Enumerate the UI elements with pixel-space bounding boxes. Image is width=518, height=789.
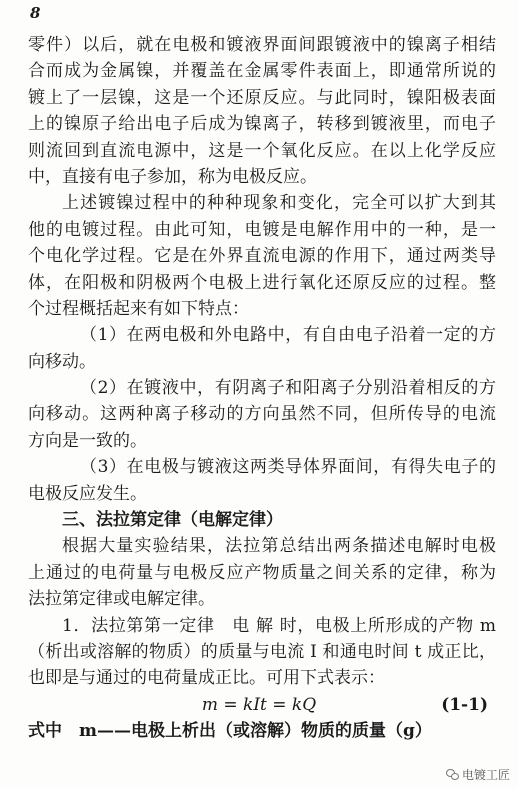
- text-line: 根据大量实验结果，法拉第总结出两条描述电解时电极: [62, 536, 496, 557]
- text-line: 他的电镀过程。由此可知，电镀是电解作用中的一种，是一: [28, 219, 496, 240]
- text-line: 体，在阳极和阴极两个电极上进行氧化还原反应的过程。整: [28, 272, 496, 293]
- text-line: 电极反应发生。: [28, 483, 147, 504]
- text-line: 个过程概括起来有如下特点：: [28, 298, 249, 319]
- text-line: 个电化学过程。它是在外界直流电源的作用下，通过两类导: [28, 246, 496, 267]
- watermark-text: 电镀工匠: [461, 768, 510, 782]
- text-line: 向移动。: [28, 351, 96, 372]
- formula-line: [0, 692, 518, 718]
- formula: m = kIt = kQ: [201, 694, 317, 715]
- text-line: 镀上了一层镍，这是一个还原反应。与此同时，镍阳极表面: [28, 87, 496, 108]
- page-body: [0, 32, 518, 745]
- text-line: 上的镍原子给出电子后成为镍离子，转移到镀液里，而电子: [28, 114, 496, 135]
- text-line: 法拉第定律或电解定律。: [28, 589, 215, 610]
- wechat-icon: [446, 769, 459, 780]
- text-line: 式中 m——电极上析出（或溶解）物质的质量（g）: [28, 721, 432, 742]
- text-line: 向移动。这两种离子移动的方向虽然不同，但所传导的电流: [28, 404, 496, 425]
- text-line: 合而成为金属镍，并覆盖在金属零件表面上，即通常所说的: [28, 61, 496, 82]
- text-line: 也即是与通过的电荷量成正比。可用下式表示：: [28, 668, 385, 689]
- text-line: （1）在两电极和外电路中，有自由电子沿着一定的方: [80, 325, 496, 346]
- watermark: [446, 766, 510, 783]
- text-line: （2）在镀液中，有阴离子和阳离子分别沿着相反的方: [80, 378, 496, 399]
- text-line: 则流回到直流电源中，这是一个氧化反应。在以上化学反应: [28, 140, 496, 161]
- section-heading: 三、法拉第定律（电解定律）: [62, 510, 283, 531]
- page-number: 8: [30, 4, 41, 22]
- text-line: 中，直接有电子参加，称为电极反应。: [28, 166, 317, 187]
- text-line: 上通过的电荷量与电极反应产物质量之间关系的定律，称为: [28, 562, 496, 583]
- text-line: 上述镀镍过程中的种种现象和变化，完全可以扩大到其: [62, 193, 496, 214]
- text-line: 零件）以后，就在电极和镀液界面间跟镀液中的镍离子相结: [28, 35, 496, 55]
- text-line: （3）在电极与镀液这两类导体界面间，有得失电子的: [80, 457, 496, 478]
- text-line: （析出或溶解的物质）的质量与电流 I 和通电时间 t 成正比，: [28, 641, 496, 662]
- text-line: 方向是一致的。: [28, 430, 147, 451]
- equation-number: (1-1): [441, 694, 488, 715]
- text-line: 1．法拉第第一定律 电 解 时，电极上所形成的产物 m: [62, 615, 496, 636]
